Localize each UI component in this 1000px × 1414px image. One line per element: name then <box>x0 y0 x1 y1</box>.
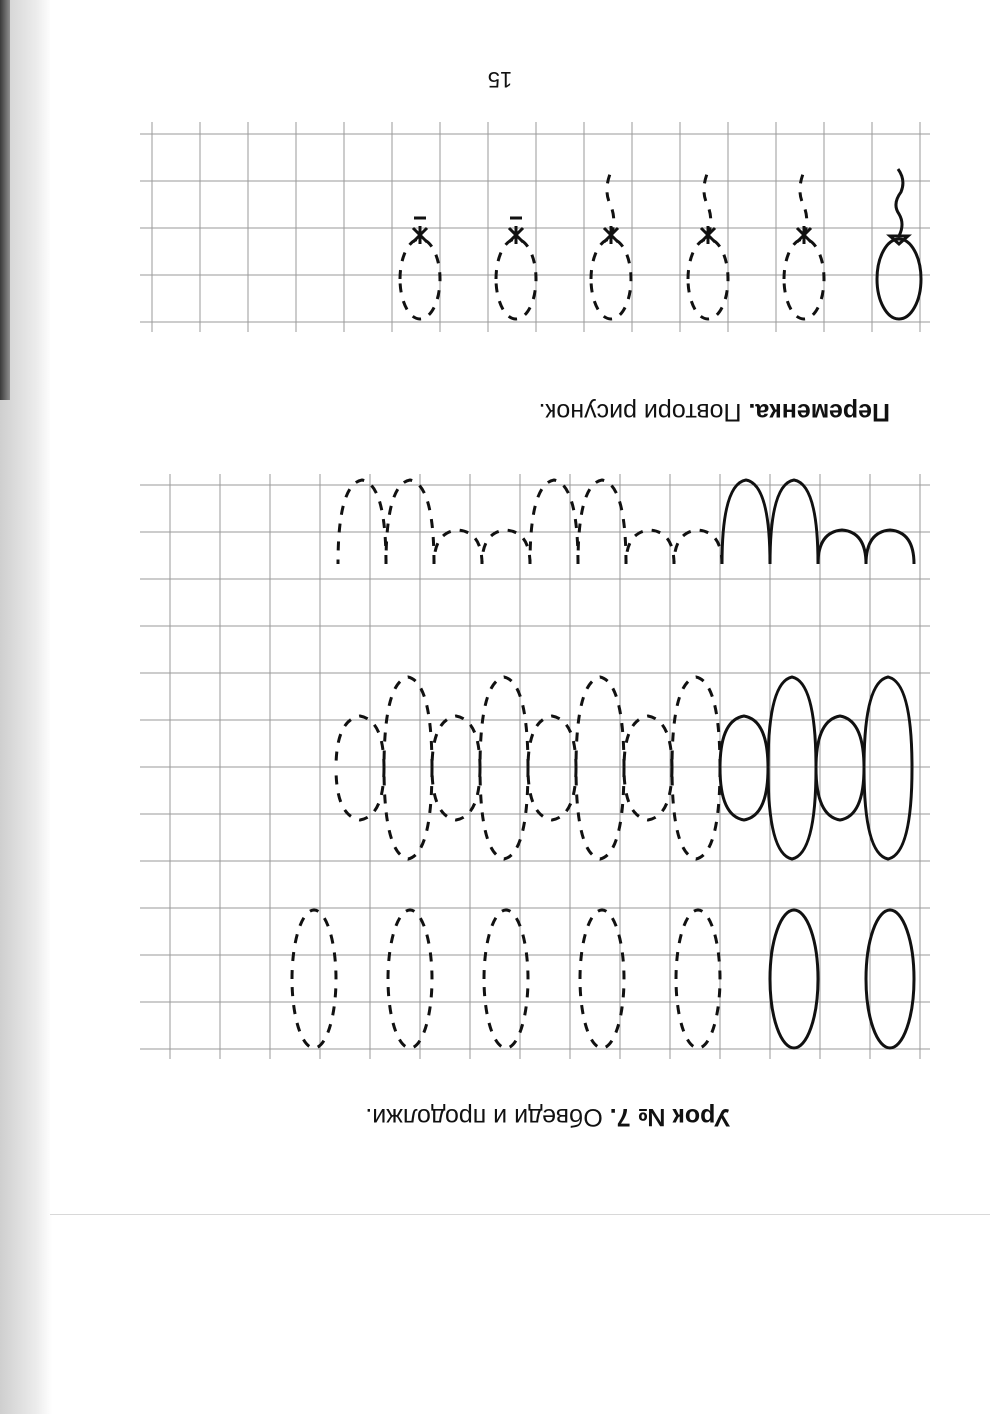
lesson-number: Урок № 7. <box>609 1103 730 1131</box>
balloon-icon <box>877 169 921 319</box>
break-label: Переменка. <box>748 398 890 426</box>
lesson-grid <box>140 474 930 1059</box>
balloon-tracing <box>400 169 824 319</box>
break-instruction: Повтори рисунок. <box>538 398 749 426</box>
row-cups <box>338 480 914 564</box>
break-grid <box>140 122 930 332</box>
page-number: 15 <box>487 67 513 92</box>
row-arches <box>336 677 912 859</box>
lesson-instruction: Обведи и продолжи. <box>365 1103 610 1131</box>
row-ovals <box>292 910 914 1048</box>
